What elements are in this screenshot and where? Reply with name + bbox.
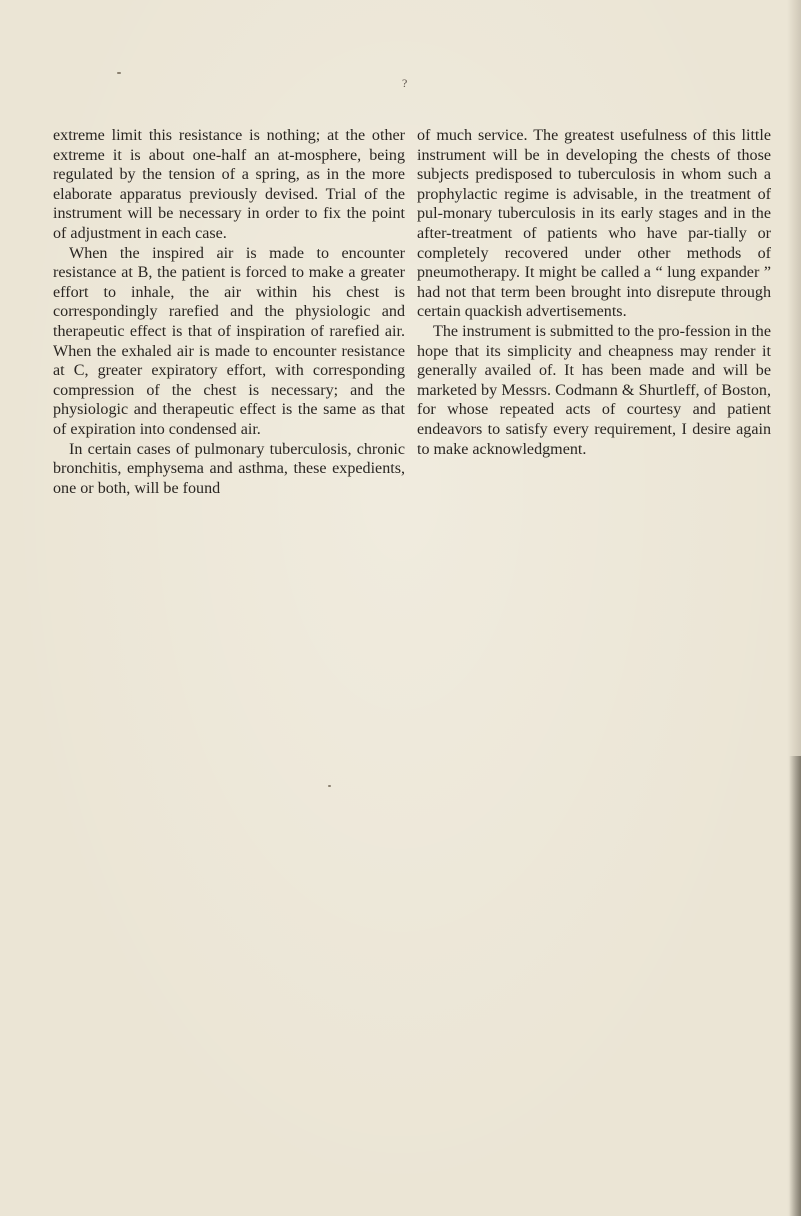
right-paragraph-2: The instrument is submitted to the pro-fession in the hope that its simplicity and cheapness may render it generally availed of. It has been made and will be marketed by Messrs. Codmann & Shurtleff, of Boston, for whose repeated acts of courtesy and patient endeavors to satisfy every requirement, I desire again to make acknowledgment. [417, 322, 771, 458]
left-column [53, 126, 405, 498]
left-paragraph-2: When the inspired air is made to encounter resistance at B, the patient is forced to make a greater effort to inhale, the air within his chest is correspondingly rarefied and the physiologic and therapeutic effect is that of inspiration of rarefied air. When the exhaled air is made to encounter resistance at C, greater expiratory effort, with corresponding compression of the chest is necessary; and the physiologic and therapeutic effect is the same as that of expiration into condensed air. [53, 244, 405, 438]
right-column [417, 126, 771, 459]
paper-speck [328, 785, 331, 787]
page-mark: ? [402, 76, 408, 90]
page-edge-shadow-lower [789, 756, 801, 1216]
right-paragraph-1: of much service. The greatest usefulness of this little instrument will be in developing the chests of those subjects predisposed to tuberculosis in whom such a prophylactic regime is advisable, in the treatment of pul-monary tuberculosis in its early stages and in the after-treatment of patients who have par-tially or completely recovered under other methods of pneumotherapy. It might be called a “ lung expander ” had not that term been brought into disrepute through certain quackish advertisements. [417, 127, 771, 321]
paper-speck [117, 72, 121, 74]
left-paragraph-3: In certain cases of pulmonary tuberculosis, chronic bronchitis, emphysema and asthma, these expedients, one or both, will be found [53, 440, 405, 497]
left-paragraph-1: extreme limit this resistance is nothing; at the other extreme it is about one-half an at-mosphere, being regulated by the tension of a spring, as in the more elaborate apparatus previously devised. Trial of the instrument will be necessary in order to fix the point of adjustment in each case. [53, 127, 405, 242]
